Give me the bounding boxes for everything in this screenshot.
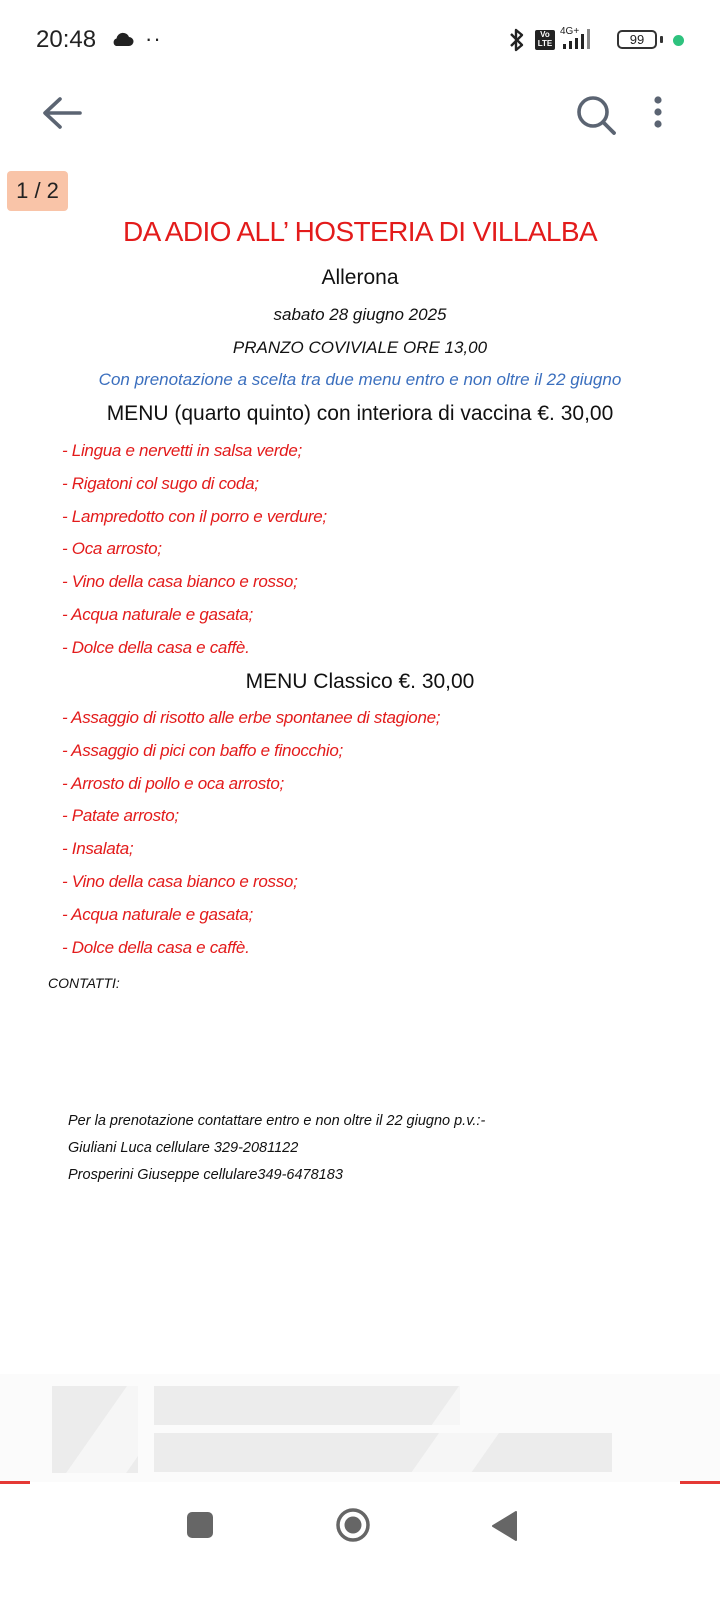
contacts-block — [68, 1112, 485, 1193]
volte-icon: Vo LTE — [535, 30, 555, 50]
menu2-heading: MENU Classico €. 30,00 — [245, 670, 475, 693]
document-lunch-time: PRANZO COVIVIALE ORE 13,00 — [232, 338, 488, 357]
page-indicator: 1 / 2 — [7, 171, 68, 211]
privacy-dot-icon — [673, 35, 684, 46]
ad-text-placeholder — [154, 1433, 612, 1472]
home-circle-icon[interactable] — [335, 1507, 371, 1543]
menu1-item: - Rigatoni col sugo di coda; — [62, 473, 259, 493]
menu1-item: - Vino della casa bianco e rosso; — [62, 572, 298, 592]
recents-square-icon[interactable] — [187, 1512, 213, 1538]
search-icon[interactable] — [574, 93, 618, 137]
document-date: sabato 28 giugno 2025 — [273, 305, 447, 324]
menu2-item: - Assaggio di pici con baffo e finocchio; — [62, 740, 343, 760]
cloud-icon — [110, 31, 134, 47]
more-vert-icon[interactable] — [648, 95, 668, 135]
menu1-item: - Dolce della casa e caffè. — [62, 637, 250, 657]
menu2-item: - Dolce della casa e caffè. — [62, 937, 250, 957]
document-booking-note: Con prenotazione a scelta tra due menu entro e non oltre il 22 giugno — [98, 370, 622, 389]
status-time: 20:48 — [36, 26, 97, 53]
contacts-label: CONTATTI: — [48, 975, 120, 991]
signal-icon — [560, 24, 598, 52]
ad-edge-accent — [0, 1481, 30, 1484]
menu1-item: - Lampredotto con il porro e verdure; — [62, 506, 327, 526]
menu2-item: - Patate arrosto; — [62, 806, 179, 826]
contact-line: Per la prenotazione contattare entro e non oltre il 22 giugno p.v.:- — [68, 1113, 486, 1129]
battery-tip — [660, 36, 663, 43]
status-bar — [0, 0, 720, 80]
contact-line: Prosperini Giuseppe cellulare349-6478183 — [68, 1167, 343, 1183]
back-triangle-icon[interactable] — [490, 1510, 520, 1542]
menu1-heading: MENU (quarto quinto) con interiora di vaccina €. 30,00 — [106, 402, 614, 425]
ad-text-placeholder — [154, 1386, 460, 1425]
menu2-list — [62, 708, 440, 970]
menu2-item: - Insalata; — [62, 839, 134, 859]
ad-image-placeholder — [52, 1386, 138, 1473]
menu1-list — [62, 441, 327, 671]
bluetooth-icon — [508, 27, 526, 53]
network-type-label: 4G+ — [560, 26, 580, 37]
contact-line: Giuliani Luca cellulare 329-2081122 — [68, 1140, 299, 1156]
back-arrow-icon[interactable] — [40, 93, 84, 137]
menu2-item: - Acqua naturale e gasata; — [62, 904, 253, 924]
menu2-item: - Assaggio di risotto alle erbe spontanee di stagione; — [62, 708, 441, 727]
status-overflow-dots: ·· — [145, 26, 162, 51]
menu2-item: - Arrosto di pollo e oca arrosto; — [62, 773, 284, 793]
menu2-item: - Vino della casa bianco e rosso; — [62, 871, 298, 891]
menu1-item: - Acqua naturale e gasata; — [62, 604, 253, 624]
ad-edge-accent — [680, 1481, 720, 1484]
menu1-item: - Oca arrosto; — [62, 539, 162, 559]
document-title: DA ADIO ALL’ HOSTERIA DI VILLALBA — [122, 216, 598, 247]
document-location: Allerona — [321, 266, 399, 289]
battery-icon: 99 — [617, 30, 657, 49]
menu1-item: - Lingua e nervetti in salsa verde; — [62, 441, 302, 460]
